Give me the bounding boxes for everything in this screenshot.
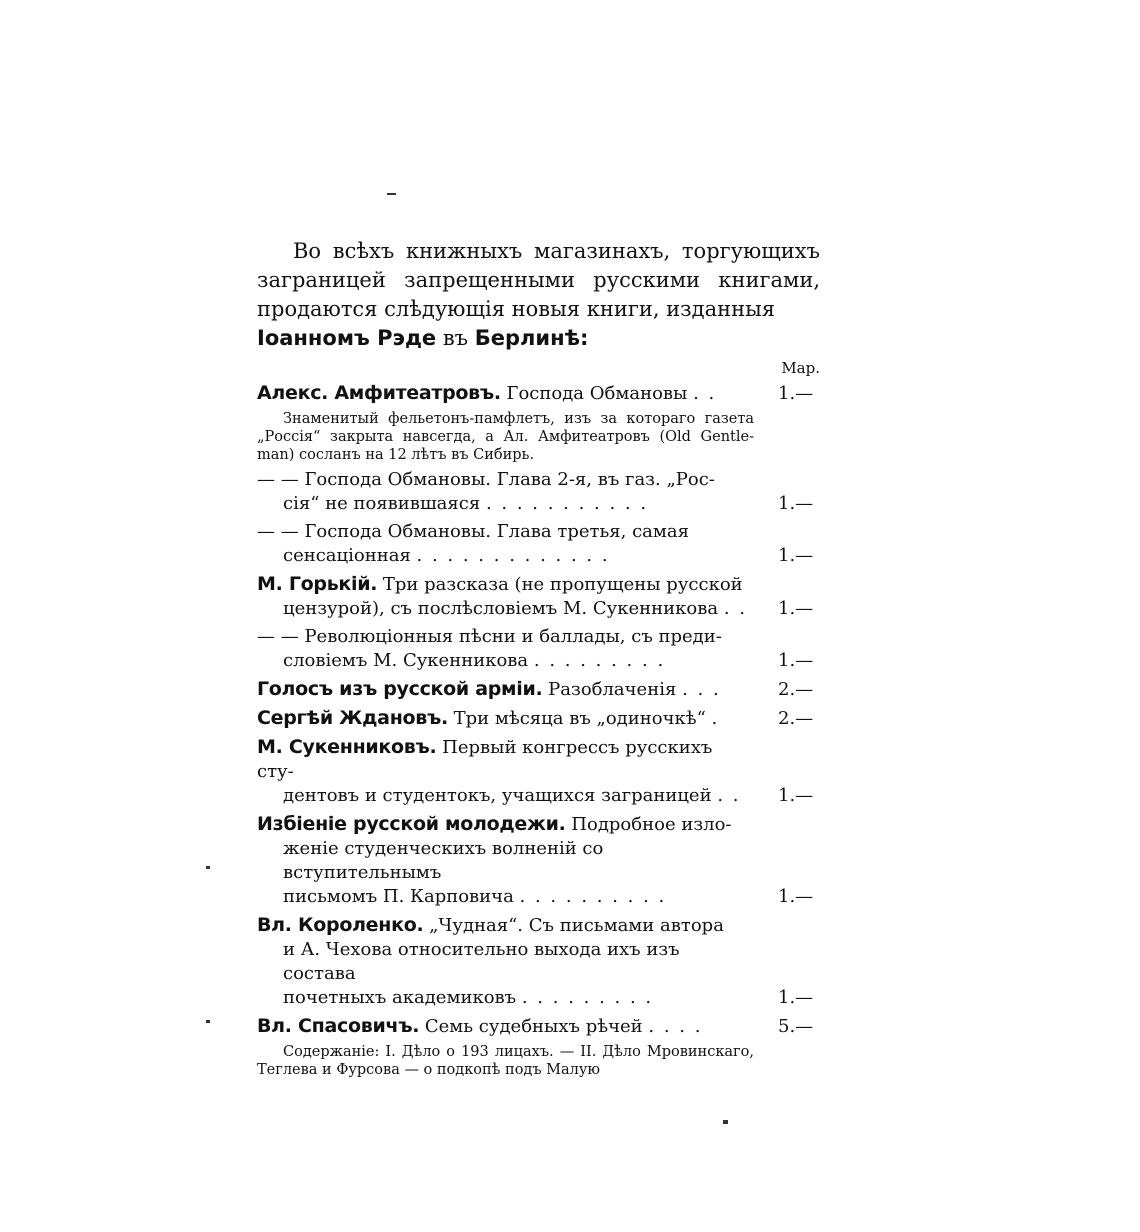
price-column-header: Мар. — [781, 359, 820, 377]
book-advertisement-page — [257, 237, 820, 1081]
book-price: 1.— — [778, 545, 814, 566]
book-price: 1.— — [778, 598, 814, 619]
book-title: — — Революціонныя пѣсни и баллады, съ преди- — [257, 626, 722, 647]
scan-speck — [206, 866, 210, 869]
book-author: Избіеніе русской молодежи. — [257, 813, 566, 835]
book-entry — [257, 625, 820, 673]
book-title-cont: и А. Чехова относительно выхода ихъ изъ состава — [283, 939, 680, 984]
book-price: 5.— — [778, 1016, 814, 1037]
book-title: Семь судебныхъ рѣчей — [424, 1016, 643, 1037]
book-price: 1.— — [778, 987, 814, 1008]
book-title-cont: словіемъ М. Сукенникова — [283, 650, 529, 671]
leader-dots: . . . . — [648, 1016, 703, 1037]
note-line: Содержаніе: І. Дѣло о 193 лицахъ. — II. Дѣло — [283, 1044, 641, 1060]
book-author: Вл. Короленко. — [257, 914, 424, 936]
book-author: Голосъ изъ русской арміи. — [257, 678, 543, 700]
leader-dots: . . . . . . . . . . — [519, 886, 667, 907]
leader-dots: . . . — [682, 679, 721, 700]
note-line: Мровинскаго, Теглева и Фурсова — о подкопѣ подъ Малую — [257, 1044, 754, 1078]
book-price: 1.— — [778, 383, 814, 404]
book-entry — [257, 706, 820, 731]
book-author: Алекс. Амфитеатровъ. — [257, 382, 501, 404]
book-title: Первый конгрессъ русскихъ сту- — [257, 737, 713, 782]
book-entry — [257, 913, 820, 1010]
book-author: Сергѣй Ждановъ. — [257, 707, 448, 729]
book-title-cont: женіе студенческихъ волненій со вступительнымъ — [283, 838, 604, 883]
book-title: „Чудная“. Съ письмами автора — [429, 915, 724, 936]
leader-dots: . . . . . . . . . . . — [485, 493, 649, 514]
book-entry — [257, 677, 820, 702]
book-author: М. Сукенниковъ. — [257, 736, 437, 758]
book-entry — [257, 572, 820, 621]
book-note — [257, 1043, 820, 1079]
book-entry — [257, 812, 820, 909]
book-price: 1.— — [778, 650, 814, 671]
leader-dots: . . — [717, 785, 741, 806]
book-author: Вл. Спасовичъ. — [257, 1015, 420, 1037]
scan-speck — [206, 1020, 210, 1023]
publisher-name: Іоанномъ Рэде — [257, 326, 437, 350]
book-price: 2.— — [778, 679, 814, 700]
note-line: man) сосланъ на 12 лѣтъ въ Сибирь. — [257, 447, 535, 463]
intro-line-3: продаются слѣдующія новыя книги, изданныя — [257, 297, 776, 321]
publisher-city: Берлинѣ: — [474, 326, 589, 350]
book-entry — [257, 468, 820, 516]
book-price: 1.— — [778, 785, 814, 806]
leader-dots: . . — [693, 383, 717, 404]
book-title-cont: почетныхъ академиковъ — [283, 987, 517, 1008]
leader-dots: . . . . . . . . . — [533, 650, 666, 671]
book-price: 1.— — [778, 886, 814, 907]
book-author: М. Горькій. — [257, 573, 378, 595]
book-title: Господа Обмановы — [506, 383, 688, 404]
book-title-cont: цензурой), съ послѣсловіемъ М. Сукенникова — [283, 598, 719, 619]
book-title-cont: письмомъ П. Карповича — [283, 886, 514, 907]
leader-dots: . — [711, 708, 720, 729]
book-entry — [257, 1014, 820, 1039]
book-title: Разоблаченія — [548, 679, 677, 700]
intro-line-1: Во всѣхъ книжныхъ магазинахъ, торгующихъ — [293, 239, 820, 263]
book-title: — — Господа Обмановы. Глава 2-я, въ газ. „Рос- — [257, 469, 715, 490]
book-title: — — Господа Обмановы. Глава третья, самая — [257, 521, 689, 542]
book-title-cont: сія“ не появившаяся — [283, 493, 481, 514]
book-title: Три мѣсяца въ „одиночкѣ“ — [453, 708, 706, 729]
book-note — [257, 410, 820, 464]
book-entry — [257, 735, 820, 808]
note-line: Знаменитый фельетонъ-памфлетъ, изъ за котораго газета — [283, 411, 754, 427]
scan-speck — [387, 193, 396, 195]
leader-dots: . . . . . . . . . — [521, 987, 654, 1008]
publisher-connector: въ — [442, 326, 469, 350]
book-entry — [257, 520, 820, 568]
book-entry — [257, 381, 820, 406]
book-title: Подробное изло- — [571, 814, 732, 835]
intro-paragraph — [257, 237, 820, 353]
book-title-cont: сенсаціонная — [283, 545, 411, 566]
book-title-cont: дентовъ и студентокъ, учащихся заграницей — [283, 785, 712, 806]
leader-dots: . . . . . . . . . . . . . — [416, 545, 610, 566]
note-line: „Россія“ закрыта навсегда, а Ал. Амфитеатровъ (Old Gentle- — [257, 429, 754, 445]
book-price: 1.— — [778, 493, 814, 514]
leader-dots: . . — [723, 598, 747, 619]
book-price: 2.— — [778, 708, 814, 729]
book-title: Три разсказа (не пропущены русской — [382, 574, 743, 595]
intro-line-2: заграницей запрещенными русскими книгами, — [257, 268, 820, 292]
scan-speck — [723, 1120, 728, 1124]
